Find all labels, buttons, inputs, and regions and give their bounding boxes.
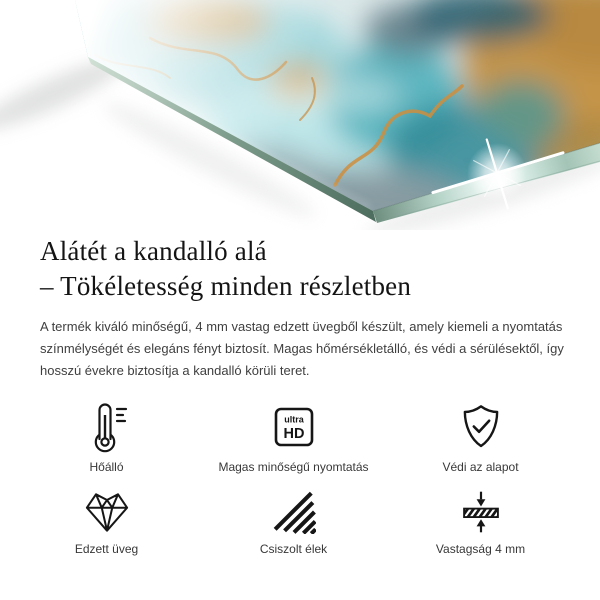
thermometer-icon [84,402,130,452]
ultra-hd-badge-top: ultra [283,414,304,425]
feature-tempered-glass [13,490,200,556]
feature-print-quality [200,402,387,474]
product-photo [0,0,600,230]
feature-thickness [387,490,574,556]
description-line: színmélységét és elegáns fényt biztosít. Magas hőmérsékletálló, és védi a sérülésektől, így [40,341,564,356]
feature-label: Csiszolt élek [259,542,328,556]
description-line: hosszú évekre biztosítja a kandalló körüli teret. [40,363,310,378]
ultra-hd-badge-bottom: HD [283,426,304,442]
feature-polished-edges [200,490,387,556]
diamond-icon [82,490,132,534]
section-title [40,234,560,304]
polished-edges-icon [272,490,316,534]
section-title-line2: – Tökéletesség minden részletben [40,271,412,301]
feature-heat-resistant [13,402,200,474]
thickness-icon [457,490,505,534]
description-line: A termék kiváló minőségű, 4 mm vastag edzett üvegből készült, amely kiemeli a nyomtatás [40,319,563,334]
feature-label: Hőálló [89,460,124,474]
feature-grid [13,402,574,556]
product-description-section [0,234,600,382]
glass-panel-image [0,0,600,230]
ultra-hd-icon [274,402,314,452]
feature-label: Vastagság 4 mm [435,542,526,556]
product-description-text [40,316,564,382]
feature-label: Edzett üveg [74,542,139,556]
section-title-line1: Alátét a kandalló alá [40,236,267,266]
feature-label: Védi az alapot [442,460,519,474]
feature-label: Magas minőségű nyomtatás [218,460,369,474]
feature-protects-base [387,402,574,474]
shield-check-icon [457,402,505,452]
